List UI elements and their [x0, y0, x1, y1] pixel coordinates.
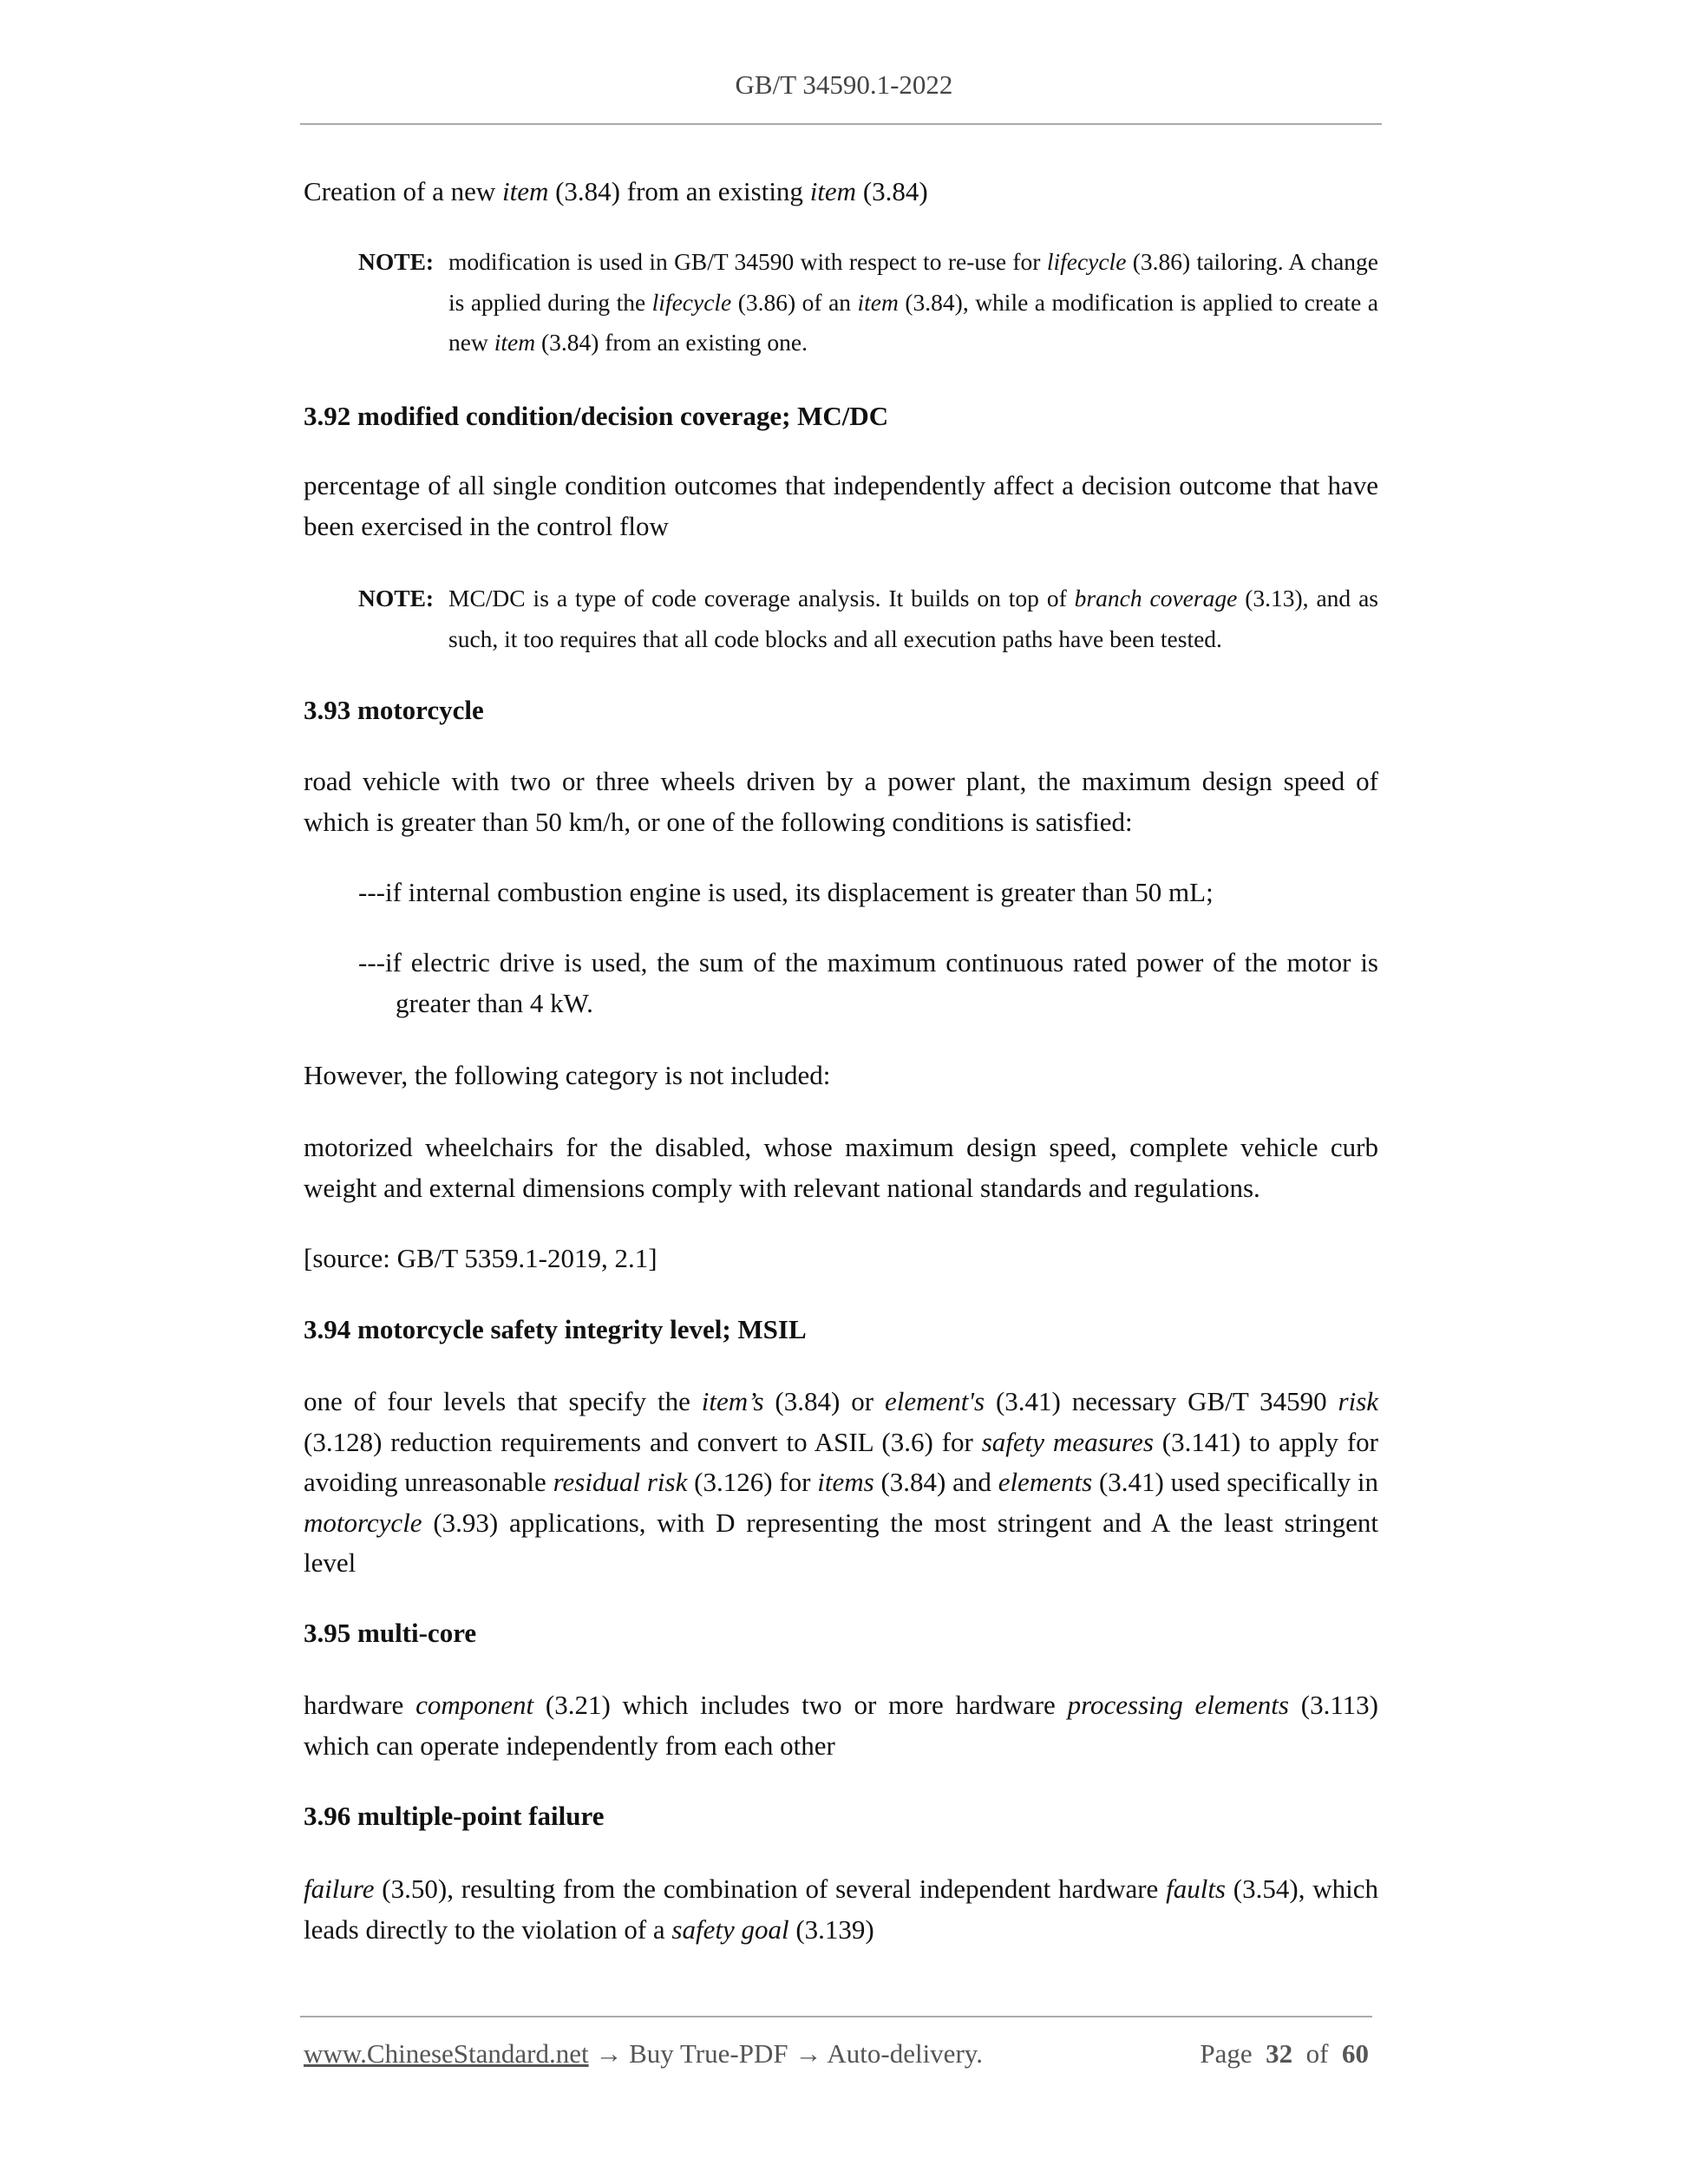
text-run: (3.93) applications, with D representing the most stringent and A the least stringent level	[304, 1507, 1378, 1578]
text-run: road vehicle with two or three wheels driven by a power plant, the maximum design speed of which is greater than 50 km/h, or one of the following conditions is satisfied:	[304, 766, 1378, 837]
text-run: (3.84), while a modification is applied to create a new	[448, 288, 1378, 356]
term-heading	[304, 1613, 1378, 1654]
term-heading	[304, 690, 1378, 731]
text-run: (3.41) used specifically in	[1092, 1467, 1378, 1497]
term-reference: lifecycle	[651, 288, 732, 316]
text-run: 3.94 motorcycle safety integrity level; MSIL	[304, 1314, 807, 1344]
text-run: motorized wheelchairs for the disabled, whose maximum design speed, complete vehicle curb weight and external dimensions comply with relevant national standards and regulations.	[304, 1132, 1378, 1203]
definition-text	[304, 1382, 1378, 1584]
term-reference: residual risk	[553, 1467, 688, 1497]
text-run: modification is used in GB/T 34590 with respect to re-use for	[448, 248, 1047, 275]
list-item	[358, 943, 1378, 1023]
text-run: percentage of all single condition outcomes that independently affect a decision outcome that have been exercised in the control flow	[304, 470, 1378, 541]
term-reference: motorcycle	[304, 1507, 422, 1538]
term-reference: element's	[884, 1386, 985, 1416]
definition-text	[304, 1685, 1378, 1766]
text-run: (3.54), which leads directly to the violation of a	[304, 1873, 1378, 1945]
text-run: [source: GB/T 5359.1-2019, 2.1]	[304, 1243, 658, 1273]
list-item	[358, 873, 1378, 913]
website-link[interactable]: www.ChineseStandard.net	[304, 2038, 589, 2069]
definition-text	[304, 466, 1378, 546]
text-run: However, the following category is not included:	[304, 1060, 831, 1090]
text-run: MC/DC is a type of code coverage analysis. It builds on top of	[448, 585, 1075, 611]
text-run: (3.84) and	[873, 1467, 998, 1497]
term-reference: branch coverage	[1074, 585, 1238, 611]
text-run: 3.96 multiple-point failure	[304, 1801, 605, 1831]
term-reference: item	[809, 176, 857, 206]
term-reference: items	[817, 1467, 874, 1497]
text-run: (3.113) which can operate independently from each other	[304, 1690, 1379, 1761]
page-total: 60	[1342, 2038, 1369, 2069]
definition-text	[304, 1056, 1378, 1096]
term-reference: item’s	[701, 1386, 764, 1416]
term-reference: component	[415, 1690, 534, 1720]
text-run: (3.21) which includes two or more hardware	[533, 1690, 1068, 1720]
note	[358, 579, 1378, 659]
term-reference: item	[857, 288, 899, 316]
text-run: ---if internal combustion engine is used, its displacement is greater than 50 mL;	[358, 877, 1214, 907]
header-rule	[300, 123, 1382, 125]
text-run: (3.41) necessary GB/T 34590	[985, 1386, 1338, 1416]
text-run: (3.139)	[788, 1913, 874, 1945]
footer-rule	[300, 2016, 1372, 2017]
term-reference: safety goal	[671, 1913, 789, 1945]
text-run: (3.86) of an	[731, 288, 858, 316]
term-heading	[304, 1310, 1378, 1350]
text-run: ---if electric drive is used, the sum of the maximum continuous rated power of the motor is greater than 4 kW.	[358, 947, 1378, 1018]
of-label: of	[1305, 2038, 1329, 2069]
text-run: (3.84) from an existing	[548, 176, 810, 206]
text-run: (3.126) for	[687, 1467, 818, 1497]
text-run: (3.128) reduction requirements and convert to ASIL (3.6) for	[304, 1426, 982, 1457]
term-reference: item	[494, 329, 536, 356]
footer	[304, 2038, 1369, 2070]
definition-text	[304, 1869, 1378, 1950]
term-reference: lifecycle	[1046, 248, 1127, 275]
term-reference: faults	[1166, 1873, 1226, 1904]
page-label: Page	[1200, 2038, 1253, 2069]
term-reference: risk	[1338, 1386, 1379, 1416]
source-reference	[304, 1239, 1378, 1279]
header-title: GB/T 34590.1-2022	[735, 69, 953, 100]
text-run: Creation of a new	[304, 176, 502, 206]
note	[358, 242, 1378, 363]
term-reference: safety measures	[981, 1426, 1154, 1457]
text-run: (3.141) to apply for avoiding unreasonable	[304, 1426, 1378, 1497]
text-run: 3.92 modified condition/decision coverage; MC/DC	[304, 401, 889, 431]
page-indicator	[1200, 2038, 1369, 2070]
text-run: (3.86) tailoring. A change is applied during the	[448, 248, 1378, 316]
term-heading	[304, 396, 1378, 437]
definition-text	[304, 172, 1378, 213]
definition-text	[304, 1128, 1378, 1208]
text-run: (3.84) from an existing one.	[535, 329, 808, 356]
note-label: NOTE:	[358, 585, 435, 611]
footer-promo: → Buy True-PDF → Auto-delivery.	[588, 2038, 983, 2069]
text-run: (3.84)	[856, 176, 928, 206]
definition-text	[304, 762, 1378, 842]
text-run: 3.93 motorcycle	[304, 695, 484, 725]
text-run: one of four levels that specify the	[304, 1386, 702, 1416]
term-heading	[304, 1796, 1378, 1837]
term-reference: elements	[998, 1467, 1093, 1497]
term-reference: processing elements	[1067, 1690, 1289, 1720]
text-run: hardware	[304, 1690, 416, 1720]
text-run: 3.95 multi-core	[304, 1618, 477, 1648]
text-run: (3.13), and as such, it too requires that all code blocks and all execution paths have been tested.	[448, 585, 1378, 652]
term-reference: failure	[304, 1873, 375, 1904]
text-run: (3.84) or	[763, 1386, 885, 1416]
page-number: 32	[1266, 2038, 1293, 2069]
text-run: (3.50), resulting from the combination of several independent hardware	[374, 1873, 1167, 1904]
term-reference: item	[501, 176, 549, 206]
note-label: NOTE:	[358, 248, 435, 275]
